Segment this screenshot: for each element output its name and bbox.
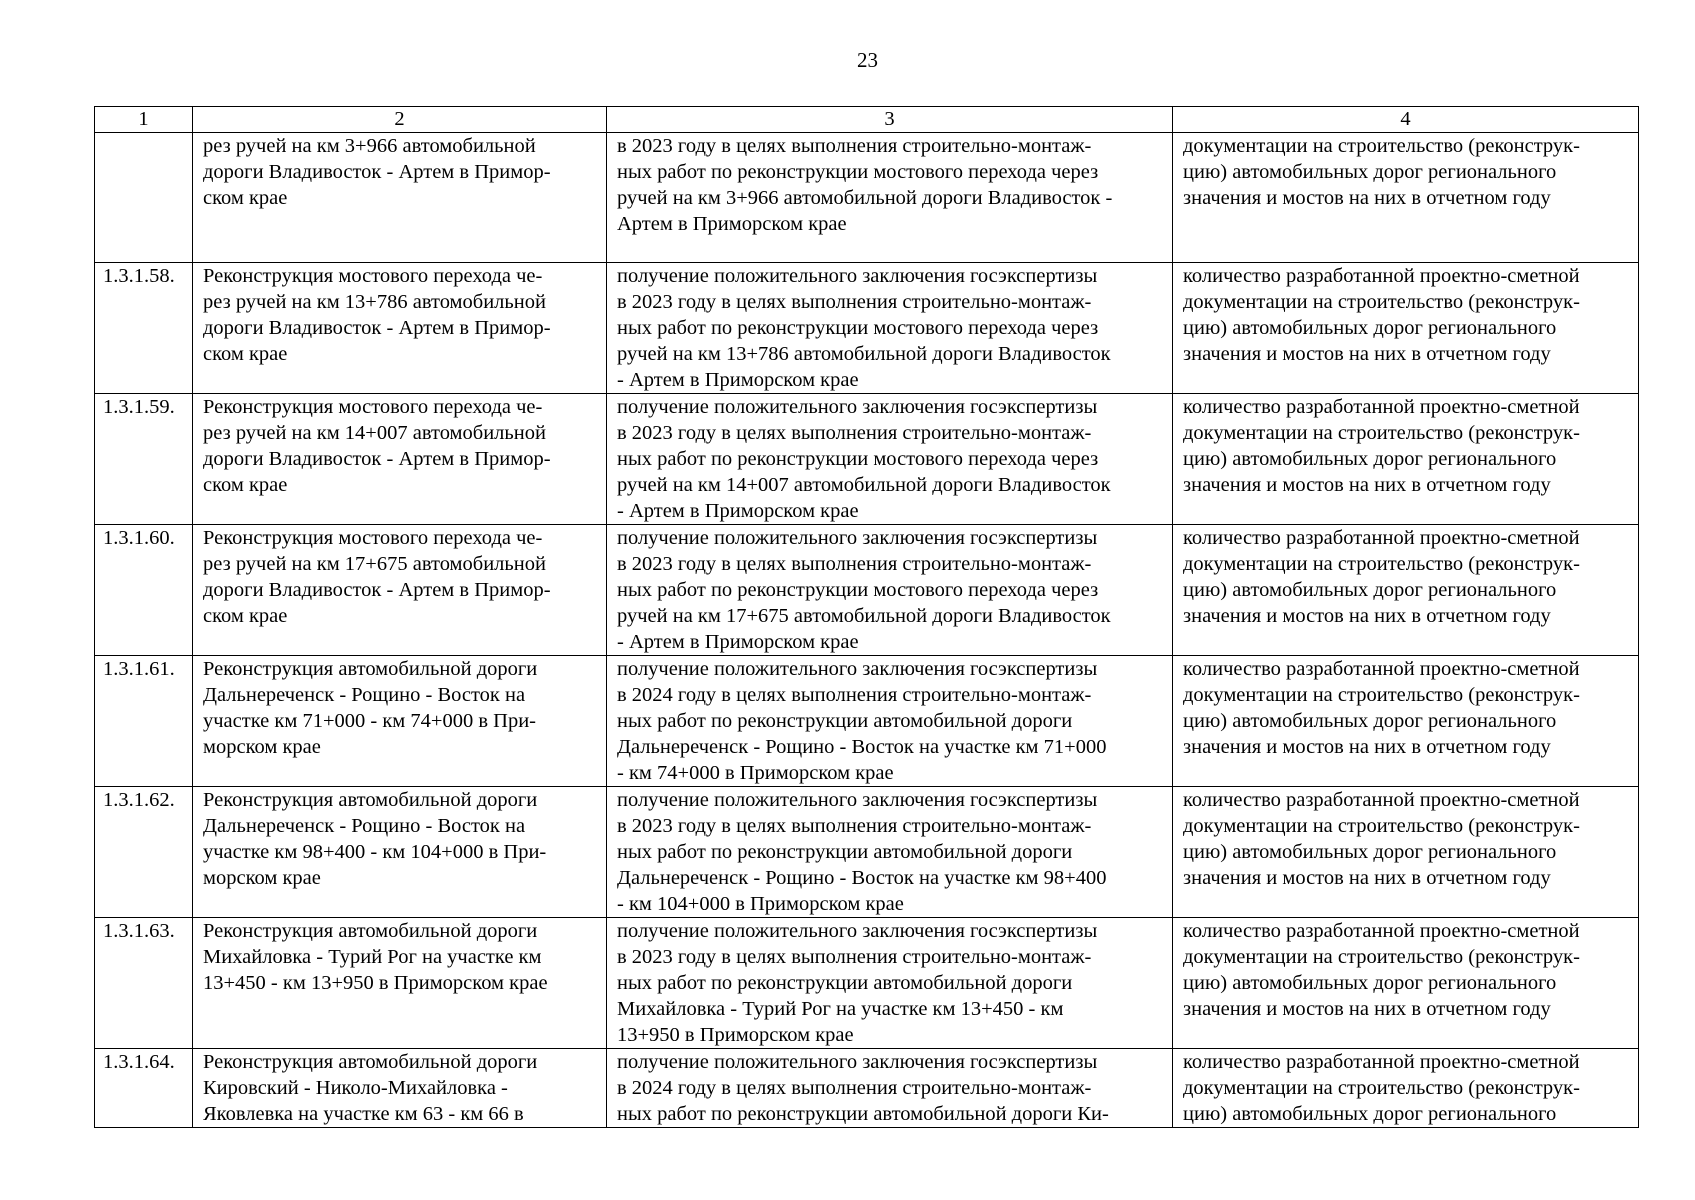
column-header-2: 2: [193, 107, 607, 133]
indicator-cell: документации на строительство (реконструк- цию) автомобильных дорог регионального значения и мостов на них в отчетном году: [1173, 133, 1639, 263]
table-row: [95, 787, 1639, 918]
row-number: 1.3.1.60.: [95, 525, 193, 656]
row-number: 1.3.1.58.: [95, 263, 193, 394]
object-name-cell: Реконструкция автомобильной дороги Дальнереченск - Рощино - Восток на участке км 98+400 - км 104+000 в При- морском крае: [193, 787, 607, 918]
indicator-cell: количество разработанной проектно-сметной документации на строительство (реконструк- цию) автомобильных дорог регионального значения и мостов на них в отчетном году: [1173, 263, 1639, 394]
object-name-cell: Реконструкция автомобильной дороги Михайловка - Турий Рог на участке км 13+450 - км 13+950 в Приморском крае: [193, 918, 607, 1049]
result-cell: получение положительного заключения госэкспертизы в 2024 году в целях выполнения строительно-монтаж- ных работ по реконструкции автомобильной дороги Дальнереченск - Рощино - Восток на участке км 71+000 - км 74+000 в Приморском крае: [607, 656, 1173, 787]
result-cell: получение положительного заключения госэкспертизы в 2023 году в целях выполнения строительно-монтаж- ных работ по реконструкции мостового перехода через ручей на км 17+675 автомобильной дороги Владивосток - Артем в Приморском крае: [607, 525, 1173, 656]
document-table: [94, 106, 1639, 1128]
table-row: [95, 394, 1639, 525]
indicator-cell: количество разработанной проектно-сметной документации на строительство (реконструк- цию) автомобильных дорог регионального значения и мостов на них в отчетном году: [1173, 787, 1639, 918]
row-number: 1.3.1.59.: [95, 394, 193, 525]
object-name-cell: Реконструкция мостового перехода че- рез ручей на км 13+786 автомобильной дороги Владивосток - Артем в Примор- ском крае: [193, 263, 607, 394]
indicator-cell: количество разработанной проектно-сметной документации на строительство (реконструк- цию) автомобильных дорог регионального значения и мостов на них в отчетном году: [1173, 656, 1639, 787]
indicator-cell: количество разработанной проектно-сметной документации на строительство (реконструк- цию) автомобильных дорог регионального значения и мостов на них в отчетном году: [1173, 918, 1639, 1049]
object-name-cell: Реконструкция мостового перехода че- рез ручей на км 14+007 автомобильной дороги Владивосток - Артем в Примор- ском крае: [193, 394, 607, 525]
table-row: [95, 656, 1639, 787]
row-number: 1.3.1.62.: [95, 787, 193, 918]
indicator-cell: количество разработанной проектно-сметной документации на строительство (реконструк- цию) автомобильных дорог регионального: [1173, 1049, 1639, 1128]
object-name-cell: Реконструкция автомобильной дороги Кировский - Николо-Михайловка - Яковлевка на участке км 63 - км 66 в: [193, 1049, 607, 1128]
table-row: [95, 133, 1639, 263]
indicator-cell: количество разработанной проектно-сметной документации на строительство (реконструк- цию) автомобильных дорог регионального значения и мостов на них в отчетном году: [1173, 525, 1639, 656]
row-number: 1.3.1.64.: [95, 1049, 193, 1128]
table-row: [95, 263, 1639, 394]
column-header-4: 4: [1173, 107, 1639, 133]
row-number: [95, 133, 193, 263]
result-cell: в 2023 году в целях выполнения строительно-монтаж- ных работ по реконструкции мостового перехода через ручей на км 3+966 автомобильной дороги Владивосток - Артем в Приморском крае: [607, 133, 1173, 263]
row-number: 1.3.1.61.: [95, 656, 193, 787]
result-cell: получение положительного заключения госэкспертизы в 2023 году в целях выполнения строительно-монтаж- ных работ по реконструкции автомобильной дороги Михайловка - Турий Рог на участке км 13+450 - км 13+950 в Приморском крае: [607, 918, 1173, 1049]
column-header-1: 1: [95, 107, 193, 133]
table-row: [95, 525, 1639, 656]
table-header-row: [95, 107, 1639, 133]
indicator-cell: количество разработанной проектно-сметной документации на строительство (реконструк- цию) автомобильных дорог регионального значения и мостов на них в отчетном году: [1173, 394, 1639, 525]
result-cell: получение положительного заключения госэкспертизы в 2024 году в целях выполнения строительно-монтаж- ных работ по реконструкции автомобильной дороги Ки-: [607, 1049, 1173, 1128]
page-number: 23: [857, 48, 878, 72]
result-cell: получение положительного заключения госэкспертизы в 2023 году в целях выполнения строительно-монтаж- ных работ по реконструкции мостового перехода через ручей на км 13+786 автомобильной дороги Владивосток - Артем в Приморском крае: [607, 263, 1173, 394]
object-name-cell: рез ручей на км 3+966 автомобильной дороги Владивосток - Артем в Примор- ском крае: [193, 133, 607, 263]
table-row: [95, 918, 1639, 1049]
result-cell: получение положительного заключения госэкспертизы в 2023 году в целях выполнения строительно-монтаж- ных работ по реконструкции автомобильной дороги Дальнереченск - Рощино - Восток на участке км 98+400 - км 104+000 в Приморском крае: [607, 787, 1173, 918]
table-row: [95, 1049, 1639, 1128]
row-number: 1.3.1.63.: [95, 918, 193, 1049]
column-header-3: 3: [607, 107, 1173, 133]
object-name-cell: Реконструкция автомобильной дороги Дальнереченск - Рощино - Восток на участке км 71+000 - км 74+000 в При- морском крае: [193, 656, 607, 787]
result-cell: получение положительного заключения госэкспертизы в 2023 году в целях выполнения строительно-монтаж- ных работ по реконструкции мостового перехода через ручей на км 14+007 автомобильной дороги Владивосток - Артем в Приморском крае: [607, 394, 1173, 525]
object-name-cell: Реконструкция мостового перехода че- рез ручей на км 17+675 автомобильной дороги Владивосток - Артем в Примор- ском крае: [193, 525, 607, 656]
